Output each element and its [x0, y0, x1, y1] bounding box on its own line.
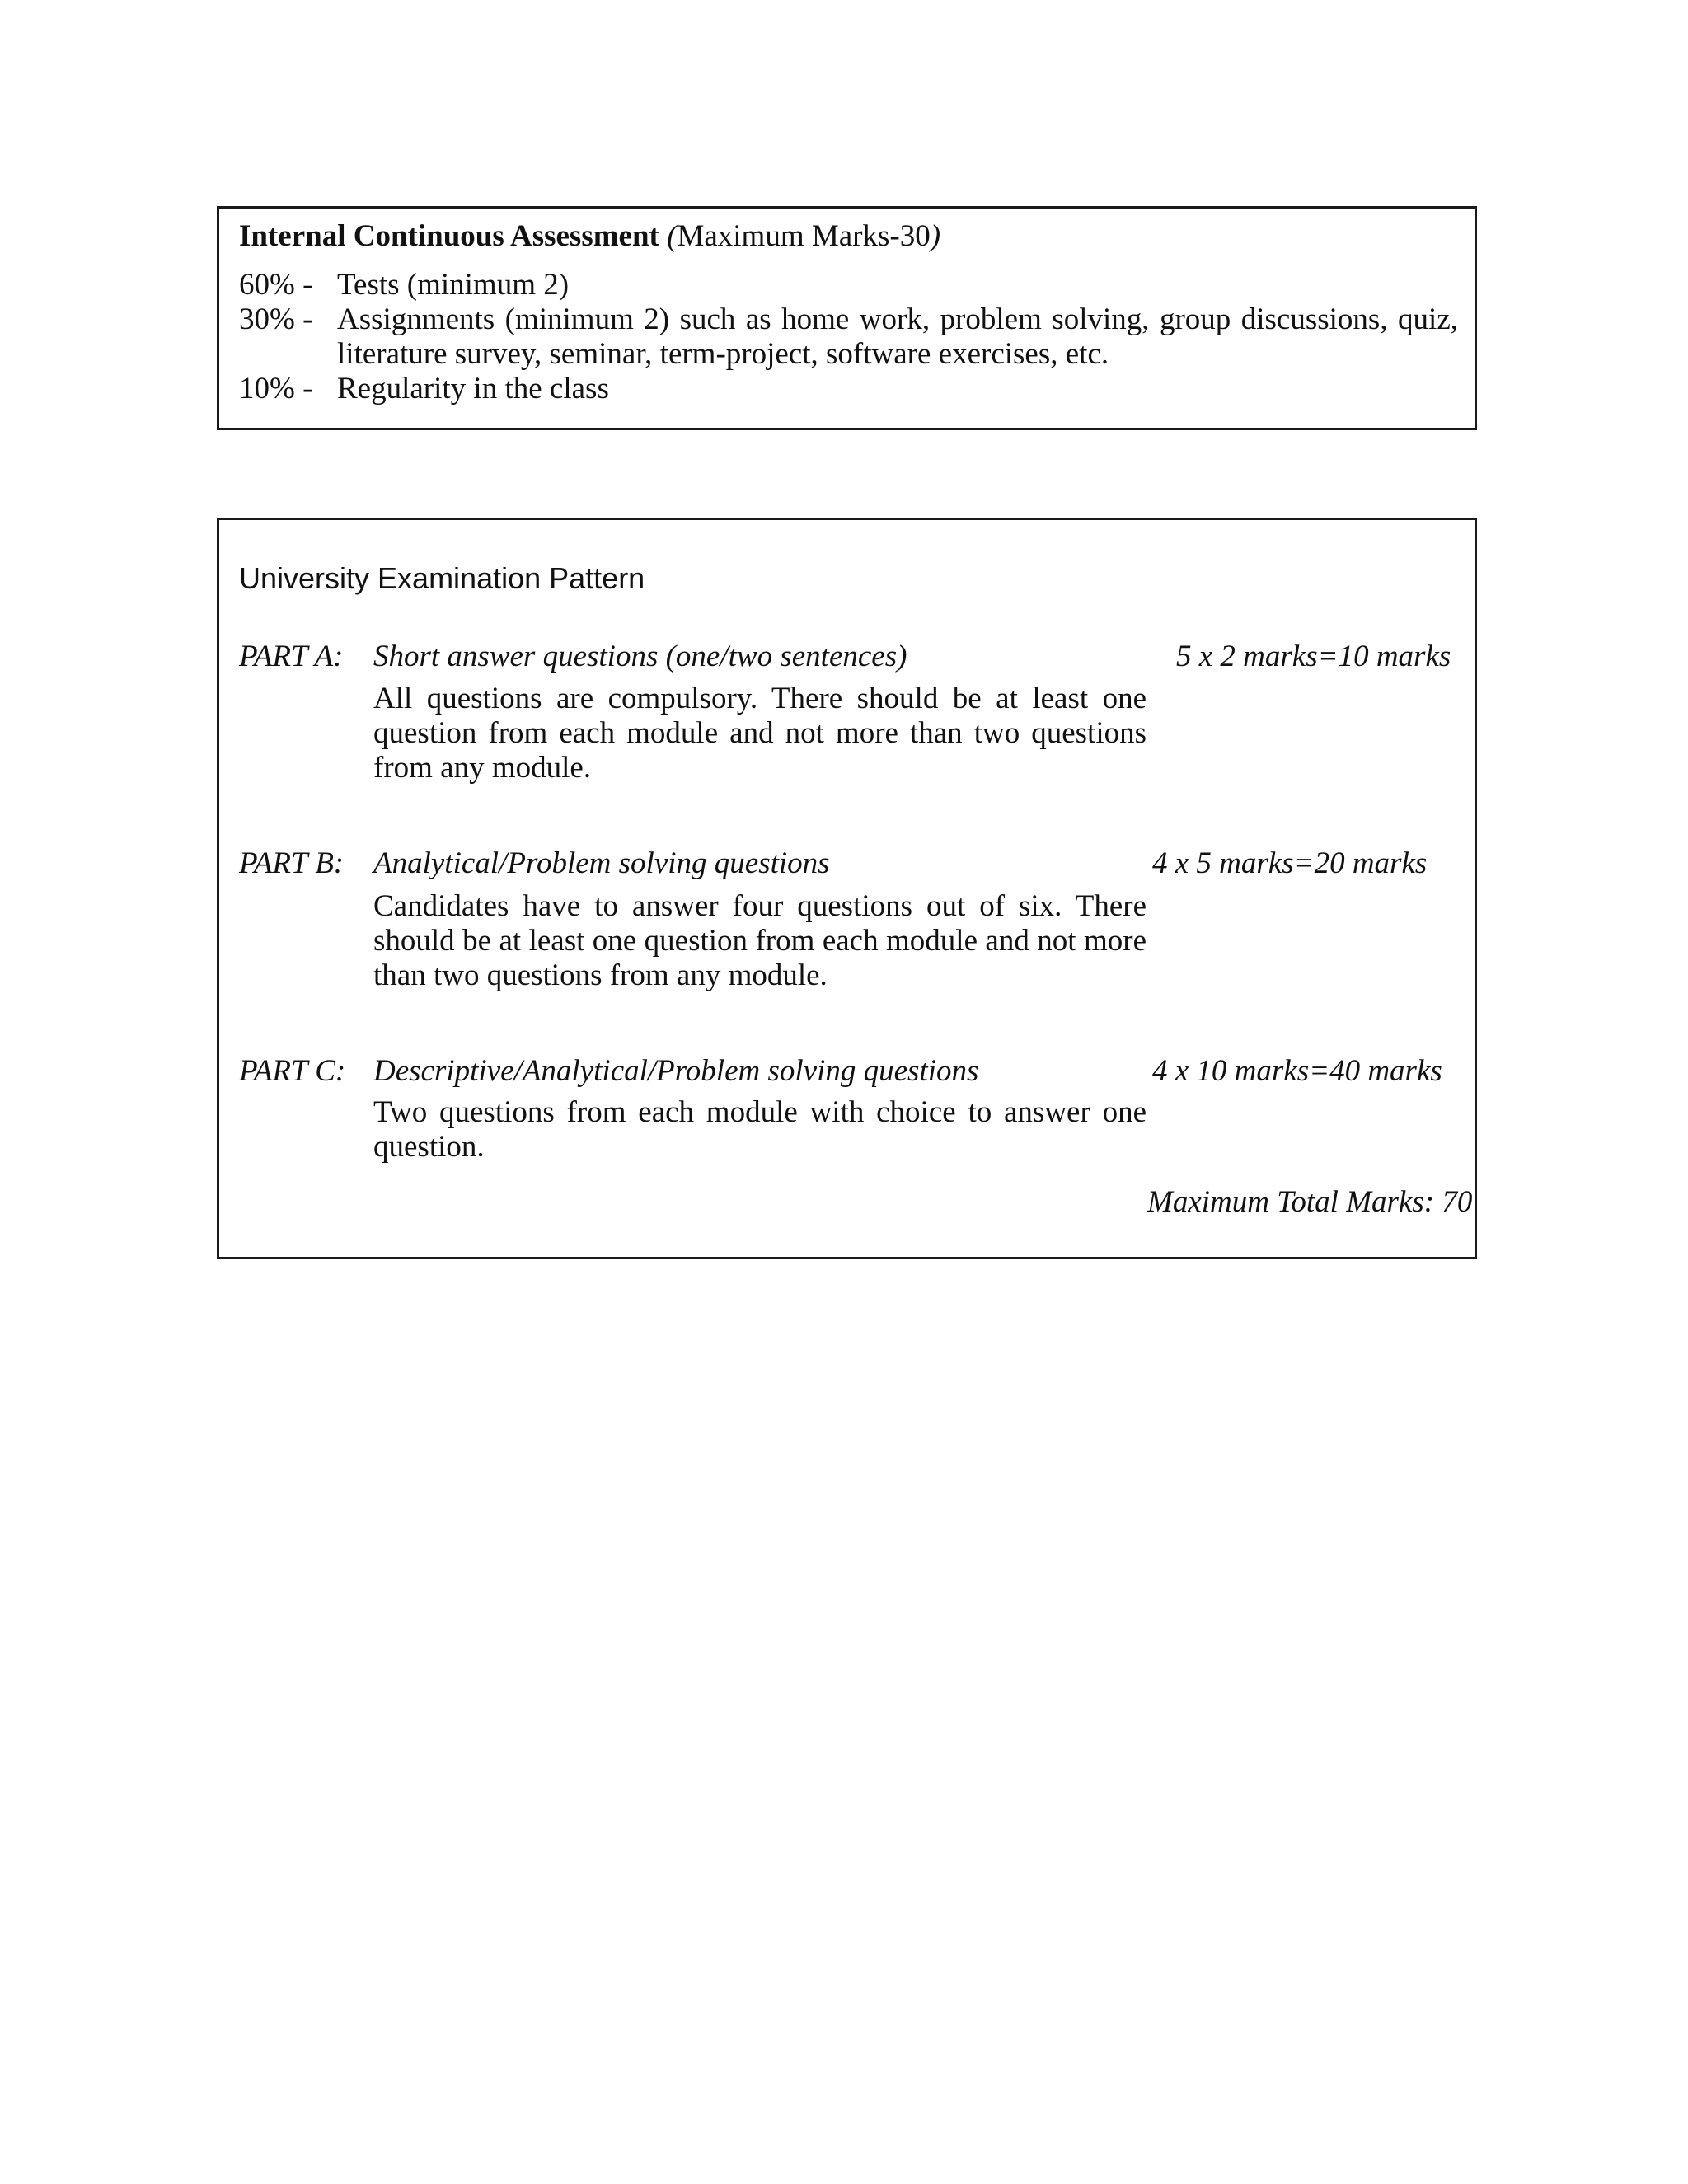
- assessment-row-text: Tests (minimum 2): [337, 268, 570, 302]
- university-exam-heading: University Examination Pattern: [239, 561, 645, 595]
- part-c-label: PART C:: [239, 1054, 346, 1088]
- part-a-marks: 5 x 2 marks=10 marks: [1176, 640, 1451, 673]
- internal-assessment-box: [217, 206, 1477, 430]
- title-open-paren: (: [659, 219, 678, 253]
- internal-assessment-title: [239, 217, 940, 256]
- assessment-row-percent: 10% -: [239, 372, 313, 405]
- assessment-row-percent: 30% -: [239, 302, 313, 336]
- assessment-row-text: Regularity in the class: [337, 372, 609, 405]
- max-marks-text: Maximum Marks-30: [677, 219, 931, 253]
- part-c-title: Descriptive/Analytical/Problem solving questions: [373, 1054, 979, 1088]
- part-a-description: All questions are compulsory. There should be at least one question from each module and not more than two questions from any module.: [373, 682, 1146, 785]
- assessment-row-percent: 60% -: [239, 268, 313, 302]
- part-b-marks: 4 x 5 marks=20 marks: [1152, 846, 1428, 880]
- part-b-label: PART B:: [239, 846, 345, 880]
- part-c-marks: 4 x 10 marks=40 marks: [1152, 1054, 1442, 1088]
- maximum-total-marks: Maximum Total Marks: 70: [1147, 1185, 1472, 1219]
- part-a-title: Short answer questions (one/two sentences): [373, 640, 907, 673]
- part-b-title: Analytical/Problem solving questions: [373, 846, 830, 880]
- assessment-row-text: Assignments (minimum 2) such as home work, problem solving, group discussions, quiz, literature survey, seminar, term-project, software exercises, etc.: [337, 302, 1458, 371]
- internal-assessment-title-bold: Internal Continuous Assessment: [239, 219, 659, 253]
- part-c-description: Two questions from each module with choice to answer one question.: [373, 1095, 1146, 1164]
- part-a-label: PART A:: [239, 640, 344, 673]
- title-close-paren: ): [930, 219, 941, 253]
- university-exam-box: [217, 518, 1477, 1259]
- part-b-description: Candidates have to answer four questions out of six. There should be at least one question from each module and not more than two questions from any module.: [373, 889, 1146, 992]
